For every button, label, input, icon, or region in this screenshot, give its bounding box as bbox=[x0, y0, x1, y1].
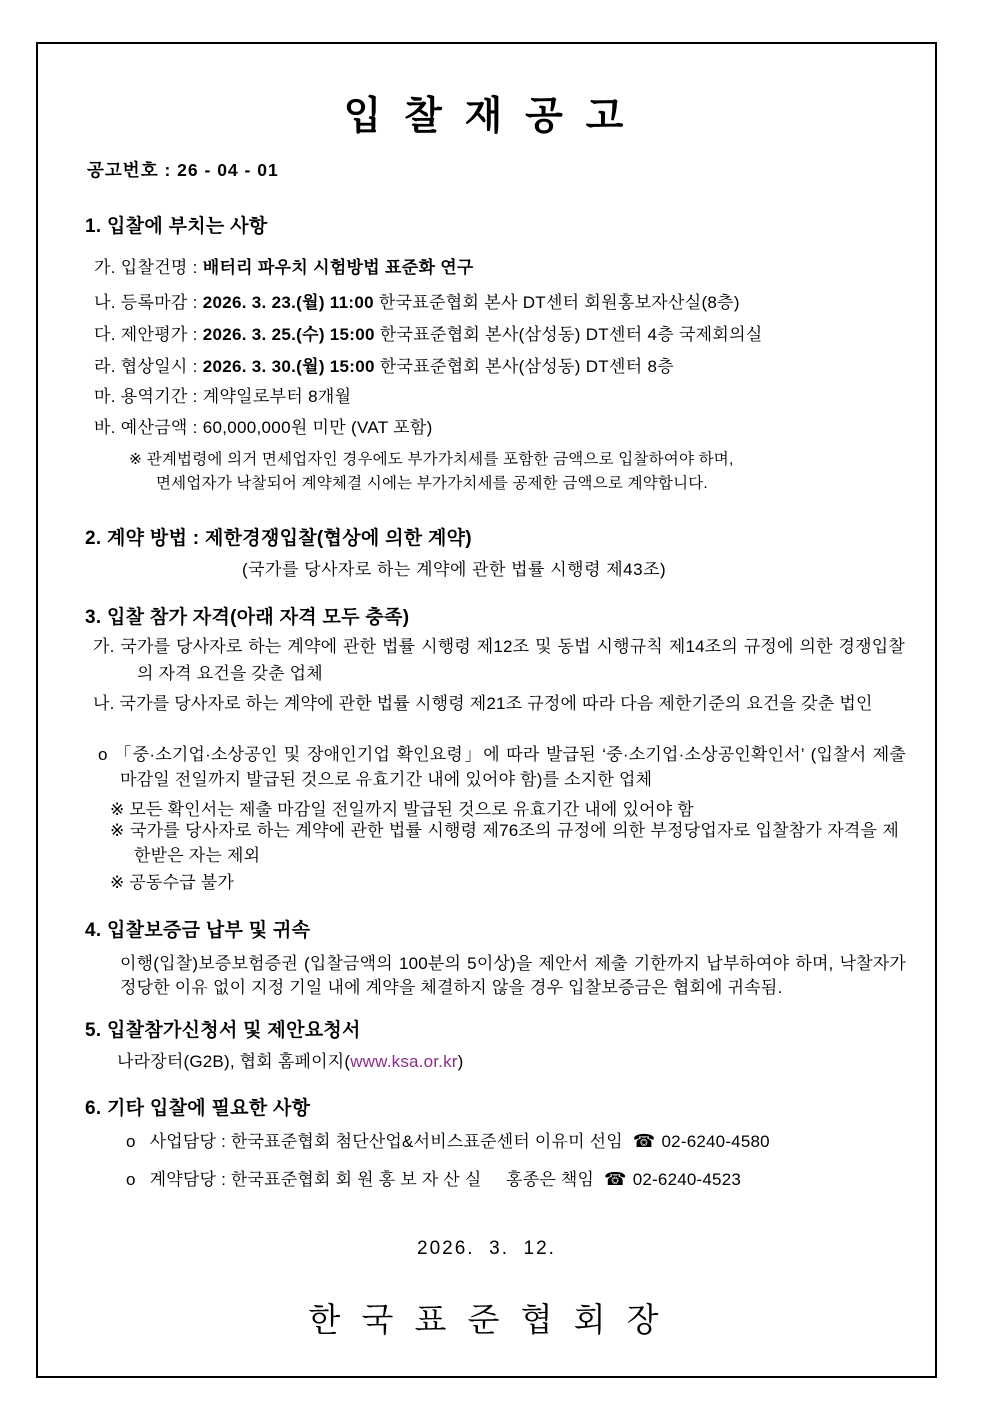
contact-line-business bbox=[126, 1127, 770, 1152]
body-prefix: 나라장터(G2B), 협회 홈페이지( bbox=[117, 1052, 351, 1071]
bid-item-service-period bbox=[94, 382, 351, 407]
item-rest: 계약일로부터 8개월 bbox=[202, 387, 352, 406]
item-value-bold: 배터리 파우치 시험방법 표준화 연구 bbox=[202, 258, 474, 277]
item-value-bold: 2026. 3. 25.(수) 15:00 bbox=[202, 325, 375, 344]
bid-item-proposal-evaluation bbox=[94, 320, 763, 345]
contact-phone-number: 02-6240-4580 bbox=[661, 1132, 770, 1151]
bid-item-subject bbox=[94, 253, 474, 278]
application-documents-body bbox=[117, 1047, 464, 1072]
contact-line-contract bbox=[126, 1165, 741, 1190]
bullet-circle: o bbox=[126, 1170, 136, 1189]
item-rest: 한국표준협회 본사 DT센터 회원홍보자산실(8층) bbox=[373, 293, 740, 312]
bid-item-budget bbox=[94, 413, 433, 438]
body-suffix: ) bbox=[457, 1052, 464, 1071]
vat-note-line1: ※ 관계법령에 의거 면세업자인 경우에도 부가가치세를 포함한 금액으로 입찰하여야 하며, bbox=[129, 451, 734, 468]
telephone-icon: ☎ bbox=[604, 1169, 627, 1189]
item-label: 마. 용역기간 : bbox=[94, 387, 203, 406]
item-value-bold: 2026. 3. 23.(월) 11:00 bbox=[202, 293, 374, 312]
document-title: 입 찰 재 공 고 bbox=[343, 95, 630, 138]
item-rest: 한국표준협회 본사(삼성동) DT센터 8층 bbox=[374, 357, 674, 376]
vat-note bbox=[129, 448, 859, 496]
announcement-date: 2026. 3. 12. bbox=[417, 1238, 556, 1259]
section2-legal-reference: (국가를 당사자로 하는 계약에 관한 법률 시행령 제43조) bbox=[242, 560, 667, 579]
issuer-signature: 한 국 표 준 협 회 장 bbox=[308, 1301, 665, 1338]
contact-phone-number: 02-6240-4523 bbox=[632, 1170, 742, 1189]
section5-heading: 5. 입찰참가신청서 및 제안요청서 bbox=[85, 1020, 361, 1041]
bullet-circle: o bbox=[126, 1132, 136, 1151]
item-label: 바. 예산금액 : bbox=[94, 418, 203, 437]
section4-heading: 4. 입찰보증금 납부 및 귀속 bbox=[85, 920, 311, 941]
document-border-frame bbox=[36, 42, 937, 1378]
qualification-note1: ※ 모든 확인서는 제출 마감일 전일까지 발급된 것으로 유효기간 내에 있어야 함 bbox=[110, 800, 694, 819]
notice-number: 공고번호 : 26 - 04 - 01 bbox=[87, 160, 279, 180]
section3-heading: 3. 입찰 참가 자격(아래 자격 모두 충족) bbox=[85, 607, 410, 628]
item-value-bold: 2026. 3. 30.(월) 15:00 bbox=[202, 357, 375, 376]
item-label: 가. 입찰건명 : bbox=[94, 258, 203, 277]
ksa-website-link[interactable]: www.ksa.or.kr bbox=[350, 1052, 458, 1071]
qualification-item-na: 나. 국가를 당사자로 하는 계약에 관한 법률 시행령 제21조 규정에 따라 다음 제한기준의 요건을 갖춘 법인 bbox=[93, 694, 873, 713]
vat-note-line2: 면세업자가 낙찰되어 계약체결 시에는 부가가치세를 공제한 금액으로 계약합니다. bbox=[156, 475, 708, 492]
item-label: 다. 제안평가 : bbox=[94, 325, 203, 344]
bid-bond-body: 이행(입찰)보증보험증권 (입찰금액의 100분의 5이상)을 제안서 제출 기한까지 납부하여야 하며, 낙찰자가 정당한 이유 없이 지정 기일 내에 계약을 체결하지 않을 경우 입찰보증금은 협회에 귀속됨. bbox=[120, 954, 906, 997]
contact-text: 사업담당 : 한국표준협회 첨단산업&서비스표준센터 이유미 선임 bbox=[149, 1132, 623, 1151]
bid-item-registration-deadline bbox=[94, 288, 740, 313]
bid-item-negotiation-date bbox=[94, 352, 674, 377]
section6-heading: 6. 기타 입찰에 필요한 사항 bbox=[85, 1098, 311, 1119]
section1-heading: 1. 입찰에 부치는 사항 bbox=[85, 216, 268, 237]
section2-heading: 2. 계약 방법 : 제한경쟁입찰(협상에 의한 계약) bbox=[85, 528, 472, 549]
telephone-icon: ☎ bbox=[632, 1131, 656, 1151]
qualification-note2: ※ 국가를 당사자로 하는 계약에 관한 법률 시행령 제76조의 규정에 의한 부정당업자로 입찰참가 자격을 제한받은 자는 제외 bbox=[110, 821, 899, 865]
qualification-note3: ※ 공동수급 불가 bbox=[110, 873, 235, 892]
item-rest: 한국표준협회 본사(삼성동) DT센터 4층 국제회의실 bbox=[374, 325, 763, 344]
contact-text: 계약담당 : 한국표준협회 회 원 홍 보 자 산 실 홍종은 책임 bbox=[149, 1170, 595, 1189]
item-label: 나. 등록마감 : bbox=[94, 293, 203, 312]
item-rest: 60,000,000원 미만 (VAT 포함) bbox=[202, 418, 433, 437]
qualification-item-ga: 가. 국가를 당사자로 하는 계약에 관한 법률 시행령 제12조 및 동법 시행규칙 제14조의 규정에 의한 경쟁입찰의 자격 요건을 갖춘 업체 bbox=[93, 637, 905, 683]
qualification-item-certificate: o 「중·소기업·소상공인 및 장애인기업 확인요령」에 따라 발급된 ‘중·소기업·소상공인확인서’ (입찰서 제출 마감일 전일까지 발급된 것으로 유효기간 내에 있어야 함)를 소지한 업체 bbox=[98, 745, 906, 789]
item-label: 라. 협상일시 : bbox=[94, 357, 203, 376]
